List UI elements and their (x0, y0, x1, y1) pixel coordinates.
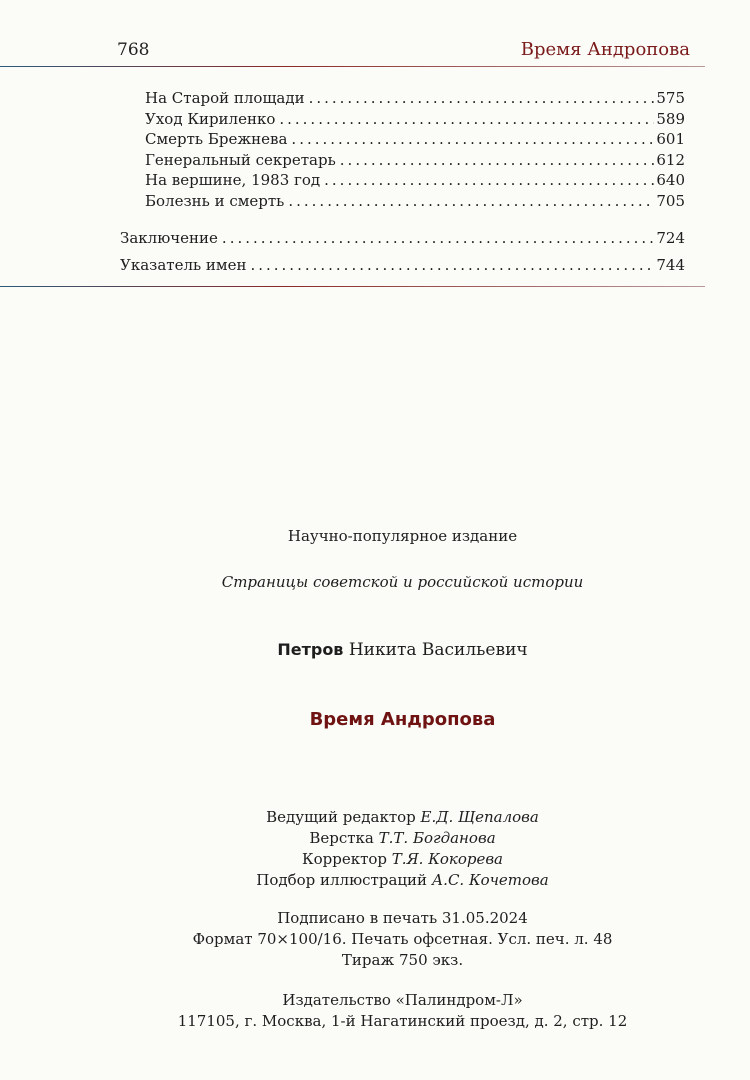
publisher-name: Издательство «Палиндром-Л» (282, 991, 523, 1009)
header-rule (0, 66, 705, 67)
toc-entry-title: На вершине, 1983 год (145, 171, 321, 189)
toc-entry-title: Заключение (120, 229, 218, 247)
toc-entry (120, 129, 685, 150)
toc-entry (120, 228, 685, 249)
toc-entry (120, 150, 685, 171)
genre-label: Научно-популярное издание (287, 527, 518, 545)
author-name (120, 640, 685, 660)
credit-role: Ведущий редактор (266, 808, 416, 826)
credit-line (120, 870, 685, 891)
toc-leader (324, 170, 654, 191)
credit-name: А.С. Кочетова (431, 871, 549, 889)
toc-leader (222, 228, 654, 249)
toc-entry-page: 601 (656, 130, 685, 148)
toc-leader (288, 191, 654, 212)
publisher-address: 117105, г. Москва, 1-й Нагатинский проезд, д. 2, стр. 12 (177, 1012, 628, 1030)
toc-entry-page: 640 (656, 171, 685, 189)
toc-entry-title: Генеральный секретарь (145, 150, 336, 169)
toc-entry-title: Указатель имен (120, 255, 247, 274)
toc-leader (291, 129, 654, 150)
credit-role: Верстка (309, 829, 374, 847)
toc-entry-title: На Старой площади (145, 89, 305, 107)
toc-entry (120, 109, 685, 130)
credit-name: Е.Д. Щепалова (420, 808, 539, 826)
author-surname: Петров (277, 640, 344, 659)
toc-leader (279, 109, 654, 130)
credit-role: Подбор иллюстраций (256, 871, 428, 889)
toc-entry-page: 705 (656, 191, 685, 210)
credit-role: Корректор (301, 850, 388, 868)
format-info: Формат 70×100/16. Печать офсетная. Усл. печ. л. 48 (192, 930, 613, 948)
toc-entry (120, 88, 685, 109)
credit-line (120, 828, 685, 849)
page-number: 768 (117, 40, 150, 60)
toc-entry-page: 612 (656, 150, 685, 169)
toc-entry-title: Болезнь и смерть (145, 191, 285, 210)
credit-line (120, 807, 685, 828)
toc-entry-page: 724 (656, 229, 685, 247)
print-run: Тираж 750 экз. (341, 951, 464, 969)
author-given-name: Никита Васильевич (348, 640, 528, 660)
toc-entry-page: 575 (656, 89, 685, 107)
page-header (0, 0, 750, 70)
credit-name: Т.Я. Кокорева (391, 850, 504, 868)
table-of-contents (120, 88, 685, 275)
series-title: Страницы советской и российской истории (221, 573, 584, 591)
toc-leader (340, 150, 655, 171)
running-title: Время Андропова (520, 39, 690, 60)
toc-entry (120, 255, 685, 276)
toc-entry (120, 170, 685, 191)
toc-entry (120, 191, 685, 212)
toc-gap (120, 211, 685, 228)
toc-entry-page: 589 (656, 109, 685, 128)
toc-entry-page: 744 (656, 255, 685, 274)
toc-entry-title: Уход Кириленко (145, 109, 276, 128)
toc-leader (250, 255, 654, 276)
print-info-block (120, 908, 685, 971)
publisher-block (120, 990, 685, 1032)
toc-entry-title: Смерть Брежнева (145, 130, 288, 148)
signed-date: Подписано в печать 31.05.2024 (277, 909, 528, 927)
credits-block (120, 807, 685, 891)
credit-name: Т.Т. Богданова (378, 829, 496, 847)
toc-bottom-rule (0, 286, 705, 287)
credit-line (120, 849, 685, 870)
book-title: Время Андропова (309, 709, 496, 730)
toc-leader (309, 88, 655, 109)
